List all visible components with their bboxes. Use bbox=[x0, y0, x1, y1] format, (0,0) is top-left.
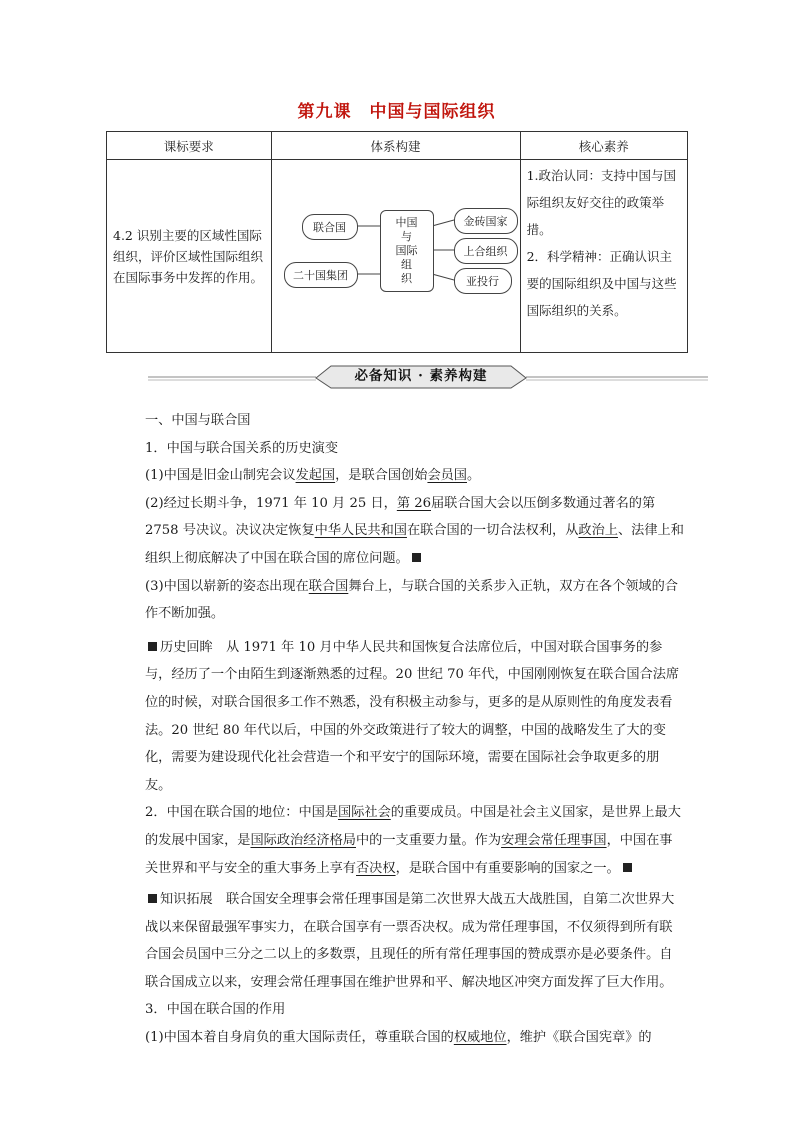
core-cell bbox=[520, 160, 687, 353]
node-g20: 二十国集团 bbox=[284, 262, 358, 288]
section-content bbox=[145, 407, 685, 1052]
node-sco: 上合组织 bbox=[454, 238, 518, 264]
requirement-cell: 4.2 识别主要的区域性国际组织，评价区域性国际组织在国际事务中发挥的作用。 bbox=[107, 160, 272, 353]
core-item-2: 2．科学精神：正确认识主要的国际组织及中国与这些国际组织的关系。 bbox=[526, 249, 677, 318]
section-banner bbox=[148, 365, 708, 389]
center-line-1: 中国 bbox=[395, 216, 418, 229]
node-center bbox=[380, 210, 434, 292]
ext-text: 联合国安全理事会常任理事国是第二次世界大战五大战胜国，自第二次世界大战以来保留最强军事实力，在联合国享有一票否决权。成为常任理事国，不仅须得到所有联合国会员国中三分之二以上的多数票，且现任的所有常任理事国的赞成票亦是必要条件。自联合国成立以来，安理会常任理事国在维护世界和平、解决地区冲突方面发挥了巨大作用。 bbox=[145, 892, 675, 990]
s2-answer-1: 国际社会 bbox=[338, 805, 391, 821]
p2-text-a: (2)经过长期斗争，1971 年 10 月 25 日， bbox=[145, 495, 397, 511]
s2-text-d: ，中国在事关世界和平与安全的重大事务上享有 bbox=[145, 832, 673, 876]
header-core: 核心素养 bbox=[520, 132, 687, 160]
paragraph-3 bbox=[145, 573, 685, 628]
s2-answer-2: 国际政治经济格局 bbox=[250, 832, 356, 848]
p1-answer-2: 会员国 bbox=[427, 468, 467, 484]
flag-marker-icon bbox=[623, 863, 632, 872]
paragraph-role bbox=[145, 1024, 685, 1052]
center-line-3: 国际 bbox=[395, 244, 418, 257]
p2-text-d: 、法律上和组织上彻底解决了中国在联合国的席位问题。 bbox=[145, 523, 684, 566]
s2-answer-3: 安理会常任理事国 bbox=[501, 832, 607, 848]
node-brics: 金砖国家 bbox=[454, 208, 518, 234]
s3-answer-1: 权威地位 bbox=[453, 1030, 507, 1046]
s3-text-a: (1)中国本着自身肩负的重大国际责任，尊重联合国的 bbox=[145, 1030, 454, 1046]
p3-text-b: 舞台上，与联合国的关系步入正轨，双方在各个领域的合作不断加强。 bbox=[145, 578, 678, 622]
title-lesson: 第九课 bbox=[297, 102, 352, 122]
review-label: 历史回眸 bbox=[160, 639, 213, 655]
paragraph-2 bbox=[145, 490, 685, 573]
node-un: 联合国 bbox=[302, 214, 358, 240]
center-line-2: 与 bbox=[401, 230, 413, 243]
s2-text-b: 的重要成员。中国是社会主义国家，是世界上最大的发展中国家，是 bbox=[145, 805, 681, 848]
p3-answer-1: 联合国 bbox=[308, 578, 349, 594]
diagram-cell bbox=[271, 160, 520, 353]
flag-marker-icon bbox=[148, 642, 157, 651]
node-aiib: 亚投行 bbox=[454, 268, 512, 294]
review-text: 从 1971 年 10 月中华人民共和国恢复合法席位后，中国对联合国事务的参与，经历了一个由陌生到逐渐熟悉的过程。20 世纪 70 年代，中国刚刚恢复在联合国合法席位的时候，对联合国很多工作不熟悉，没有积极主动参与，更多的是从原则性的角度发表看法。20 世纪 80 年代以后，中国的外交政策进行了较大的调整，中国的战略发生了大的变化，需要为建设现代化社会营造一个和平安宁的国际环境，需要在国际社会争取更多的朋友。 bbox=[145, 639, 680, 793]
title-topic: 中国与国际组织 bbox=[369, 102, 496, 122]
p1-text-c: 。 bbox=[467, 468, 481, 484]
core-item-1: 1.政治认同：支持中国与国际组织友好交往的政策举措。 bbox=[526, 168, 676, 237]
p2-answer-2: 中华人民共和国 bbox=[314, 523, 407, 539]
header-system: 体系构建 bbox=[271, 132, 520, 160]
p1-text-a: (1)中国是旧金山制宪会议 bbox=[145, 468, 296, 484]
subheading-3: 3．中国在联合国的作用 bbox=[145, 1002, 286, 1018]
p3-text-a: (3)中国以崭新的姿态出现在 bbox=[145, 578, 309, 594]
page-title bbox=[0, 97, 793, 122]
flag-marker-icon bbox=[412, 553, 421, 562]
paragraph-status bbox=[145, 799, 685, 882]
s2-text-c: 中的一支重要力量。作为 bbox=[356, 832, 502, 848]
flag-marker-icon bbox=[148, 894, 157, 903]
history-review bbox=[145, 634, 685, 800]
course-table bbox=[106, 131, 688, 353]
knowledge-extension bbox=[145, 886, 685, 996]
p2-text-c: 在联合国的一切合法权利，从 bbox=[406, 523, 579, 539]
banner-title: 必备知识 · 素养构建 bbox=[354, 368, 488, 384]
s2-text-a: 2．中国在联合国的地位：中国是 bbox=[145, 805, 339, 821]
ext-label: 知识拓展 bbox=[160, 892, 213, 908]
section-heading: 一、中国与联合国 bbox=[145, 413, 251, 428]
s3-text-b: ，维护《联合国宪章》的 bbox=[506, 1030, 652, 1046]
p1-text-b: ，是联合国创始 bbox=[335, 468, 428, 484]
center-line-5: 织 bbox=[401, 272, 413, 285]
p2-answer-3: 政治上 bbox=[578, 523, 618, 539]
subheading-1: 1．中国与联合国关系的历史演变 bbox=[145, 440, 339, 456]
s2-answer-4: 否决权 bbox=[356, 860, 396, 876]
header-requirement: 课标要求 bbox=[107, 132, 272, 160]
p1-answer-1: 发起国 bbox=[295, 468, 336, 484]
s2-text-e: ，是联合国中有重要影响的国家之一。 bbox=[395, 860, 620, 876]
paragraph-1 bbox=[145, 462, 685, 490]
p2-text-b: 届联合国大会以压倒多数通过著名的第 2758 号决议。决议决定恢复 bbox=[145, 495, 656, 539]
center-line-4: 组 bbox=[401, 258, 413, 271]
p2-answer-1: 第 26 bbox=[396, 495, 431, 511]
